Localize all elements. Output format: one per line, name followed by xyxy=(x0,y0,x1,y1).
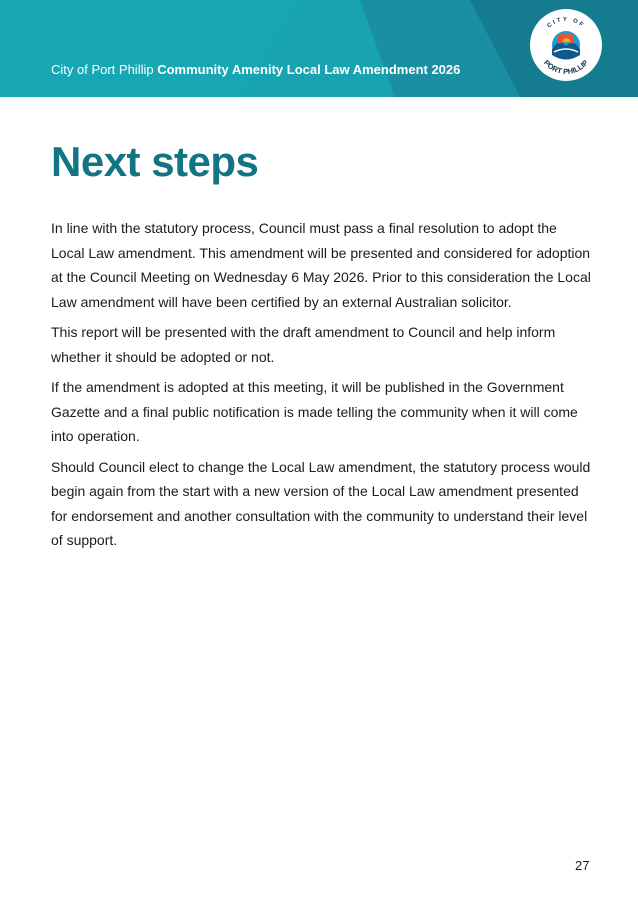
page-title: Next steps xyxy=(51,138,259,185)
paragraph: This report will be presented with the draft amendment to Council and help inform whether it should be adopted or not. xyxy=(51,324,556,365)
header-prefix: City of Port Phillip xyxy=(51,62,154,77)
svg-text:CITY OF: CITY OF xyxy=(546,16,586,30)
page-number: 27 xyxy=(575,858,590,873)
page-header xyxy=(0,0,638,97)
paragraph: If the amendment is adopted at this meeting, it will be published in the Government Gazette and a final public notification is made telling the community when it will come into operation. xyxy=(51,379,578,444)
paragraph: In line with the statutory process, Council must pass a final resolution to adopt the Local Law amendment. This amendment will be presented and considered for adoption at the Council Meeting on Wednesday 6 May 2026. Prior to this consideration the Local Law amendment will have been certified by an external Australian solicitor. xyxy=(51,220,591,310)
city-of-port-phillip-logo xyxy=(529,8,603,82)
header-document-title: Community Amenity Local Law Amendment 2026 xyxy=(157,62,461,77)
body-text xyxy=(51,216,591,559)
header-title xyxy=(51,62,460,77)
svg-text:PORT PHILLIP: PORT PHILLIP xyxy=(542,58,590,77)
paragraph: Should Council elect to change the Local Law amendment, the statutory process would begin again from the start with a new version of the Local Law amendment presented for endorsement and another consultation with the community to understand their level of support. xyxy=(51,458,591,548)
